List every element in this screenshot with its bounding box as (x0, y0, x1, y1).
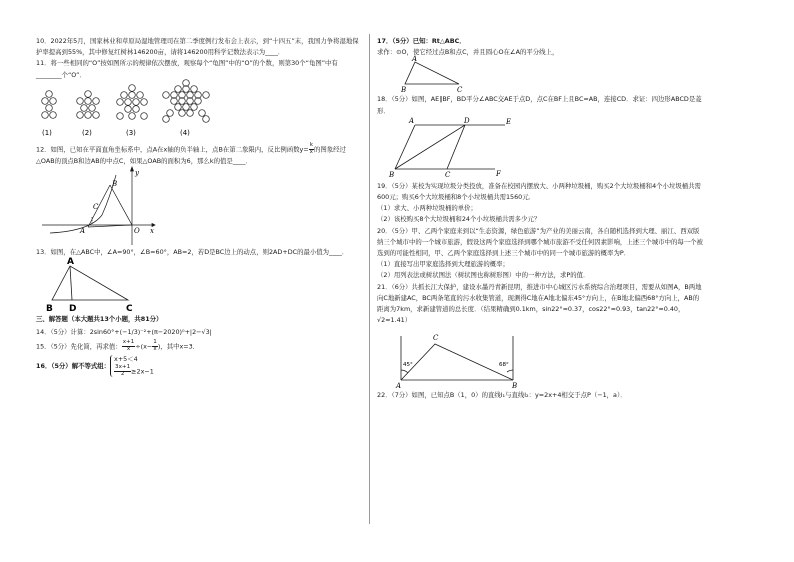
caption-2: (2) (82, 128, 92, 137)
question-15: 15．（5分）先化简，再求值： $\frac{x+1}{x}$ ÷(x− $\frac{1}{x}$ )，其中x=3． (36, 339, 200, 353)
label-b: B (112, 179, 118, 188)
label-a13: A (67, 256, 74, 267)
question-12: 12．如图，已知在平面直角坐标系中，点A在x轴的负半轴上，点B在第二象限内，反比例函数y= $\frac{k}{x}$ 的图象经过△OAB的顶点B和边AB的中点C，如果△OAB的面积为6，那么k的值是____． (36, 141, 346, 165)
label-d18: D (464, 116, 470, 125)
rhombus-figure (385, 117, 545, 181)
question-19: 19．（5分）某校为实现垃圾分类投放，准备在校园内摆放大、小两种垃圾桶，购买2个大垃圾桶和4个小垃圾桶共需600元；购买6个大垃圾桶和8个小垃圾桶共需1560元． (377, 181, 701, 202)
label-y: y (135, 168, 139, 177)
label-c21: C (433, 334, 439, 343)
right-triangle-figure (401, 55, 481, 95)
turtle-pattern-figure (36, 81, 236, 143)
question-21: 21．（6分）共抓长江大保护，建设水墨丹青新昆明，推进市中心城区污水系统综合治理项目，需要从如图A，B两地向C地新建AC，BC两条笔直的污水收集管道，现测得C地在A地北偏东45°方向上，在B地北偏西68°方向上，AB的距离为7km，求新建管道的总长度．（结果精确到0.1km，sin22°≈0.37，cos22°≈0.93，tan22°≈0.40，√2≈1.41） (377, 282, 702, 325)
question-11: 11．将一些相同的“O”按如图所示的规律依次摆放，观察每个“龟图”中的“O”的个数，则第30个“龟图”中有________个“O”． (36, 59, 338, 79)
label-c: C (93, 202, 99, 211)
label-x: x (150, 226, 154, 235)
question-19-part-1: （1）求大、小两种垃圾桶的单价； (377, 204, 477, 213)
label-b18: B (389, 170, 395, 179)
question-13: 13．如图，在△ABC中，∠A=90°，∠B=60°，AB=2，若D是BC边上的动点，则2AD+DC的最小值为____． (36, 247, 349, 256)
left-column (36, 36, 363, 377)
question-18: 18．（5分）如图，AE∥BF，BD平分∠ABC交AE于点D，点C在BF上且BC=AB，连接CD．求证：四边形ABCD是菱形． (377, 95, 702, 115)
label-d13: D (69, 303, 77, 314)
question-20: 20．（5分）甲、乙两个家庭来到以“生态资源，绿色旅游”为产业的美丽云南，各自随机选择到大理、丽江、西双版纳三个城市中的一个城市旅游，假设这两个家庭选择到哪个城市旅游不受任何因素影响，上述三个城市中的每一个被选到的可能性相同，甲、乙两个家庭选择到上述三个城市中的同一个城市旅游的概率为P． (377, 226, 703, 258)
caption-3: (3) (126, 128, 136, 137)
label-a18: A (409, 116, 415, 125)
label-a17: A (412, 55, 418, 64)
question-16: 16．（5分）解不等式组：x+5＜4 $\frac{3x+1}{2}$ ≥2x−1 (36, 355, 154, 377)
right-column (377, 36, 703, 402)
angle-45: 45° (403, 362, 413, 369)
section-3-heading: 三、解答题（本大题共13个小题，共81分） (36, 314, 163, 323)
label-f18: F (496, 169, 501, 178)
column-divider (369, 34, 370, 524)
question-10: 10．2022年5月，国家林业和草原局湿地管理司在第二季度例行发布会上表示，到“十四五”末，我国力争将湿地保护率提高到55%，其中修复红树林146200亩，请将146200用科学记数法表示为____． (36, 37, 359, 57)
caption-1: (1) (42, 128, 52, 137)
label-e18: E (506, 117, 512, 126)
label-b17: B (401, 86, 407, 95)
angle-68: 68° (499, 362, 509, 369)
question-22: 22．（7分）如图，已知点B（1，0）的直线l₁与直线l₂：y=2x+4相交于点P（−1，a）． (377, 391, 627, 400)
label-b21: B (512, 382, 518, 391)
coordinate-figure (40, 167, 160, 247)
question-19-part-2: （2）该校购买8个大垃圾桶和24个小垃圾桶共需多少元？ (377, 215, 541, 224)
q15-fraction-1: $\frac{x+1}{x}$ (122, 339, 135, 353)
question-17-task: 求作：⊙O，使它经过点B和点C，并且圆心O在∠A的平分线上， (377, 48, 559, 57)
label-c18: C (445, 170, 451, 179)
inequality-system: x+5＜4 $\frac{3x+1}{2}$ ≥2x−1 (110, 355, 154, 377)
label-c13: C (126, 303, 133, 314)
q14-expression: 2sin60°+(−1/3)⁻²+(π−2020)⁰+|2−√3| (89, 328, 212, 337)
question-17-given: 17．（5分）已知：Rt△ABC． (377, 37, 466, 45)
q15-fraction-2: $\frac{1}{x}$ (153, 339, 157, 353)
label-b13: B (46, 303, 53, 314)
question-20-part-1: （1）直接写出甲家庭选择到大理旅游的概率； (377, 260, 509, 269)
question-20-part-2: （2）用列表法或树状图法（树状图也称树形图）中的一种方法，求P的值． (377, 271, 590, 280)
label-c17: C (457, 86, 463, 95)
label-a: A (80, 226, 86, 235)
caption-4: (4) (180, 128, 190, 137)
question-14: 14．（5分）计算：2sin60°+(−1/3)⁻²+(π−2020)⁰+|2−√3| (36, 328, 212, 337)
label-a21: A (396, 382, 402, 391)
triangle-abc-figure (40, 258, 160, 312)
pipeline-figure (389, 326, 529, 390)
fraction-k-over-x: $\frac{k}{x}$ (309, 141, 313, 155)
label-o: O (134, 226, 140, 235)
